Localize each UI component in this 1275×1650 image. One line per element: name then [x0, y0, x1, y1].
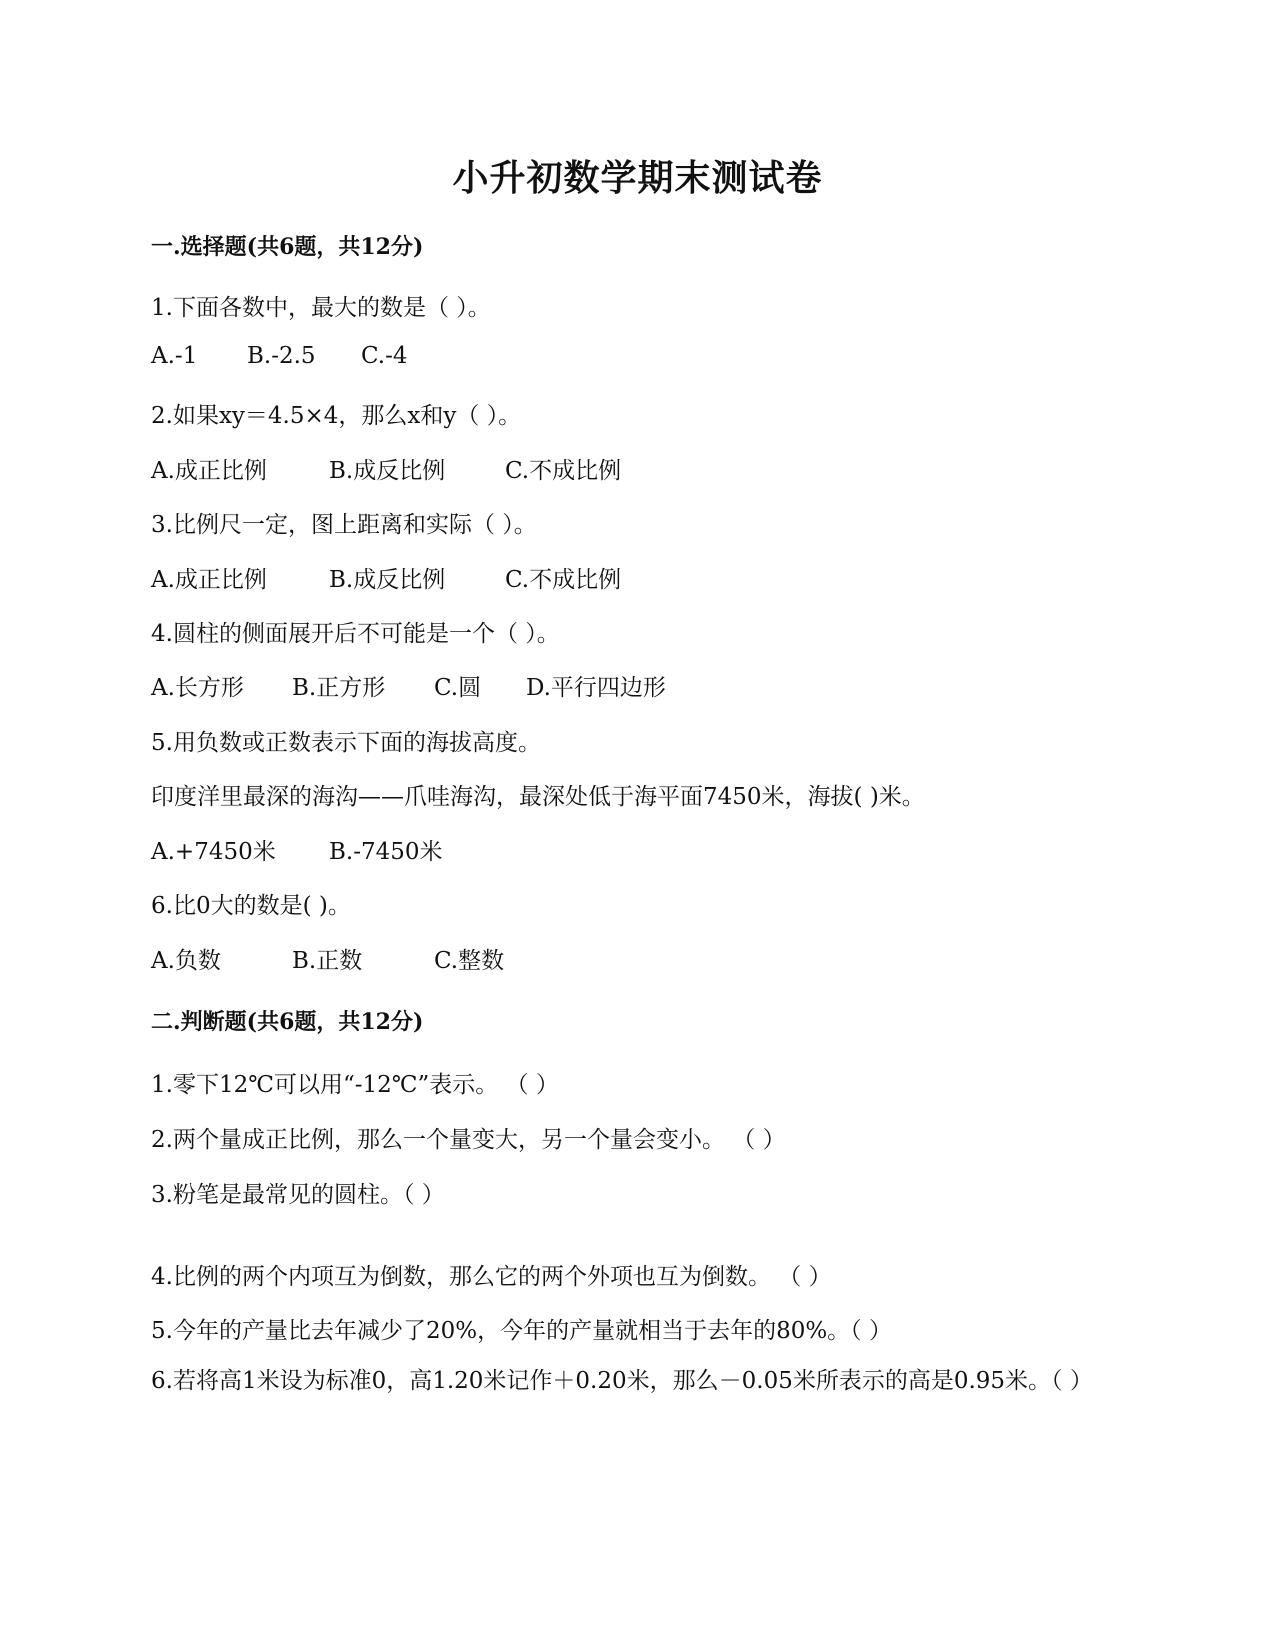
question-5-detail: 印度洋里最深的海沟——爪哇海沟，最深处低于海平面7450米，海拔( )米。	[151, 784, 925, 810]
option-a: A.+7450米	[151, 839, 276, 865]
section-heading-choice: 一.选择题(共6题，共12分)	[151, 234, 424, 260]
option-c: C.-4	[361, 343, 408, 369]
judgement-item-2: 2.两个量成正比例，那么一个量变大，另一个量会变小。 （ ）	[151, 1127, 786, 1153]
option-a: A.长方形	[151, 675, 244, 701]
option-b: B.成反比例	[329, 567, 446, 593]
judgement-item-5: 5.今年的产量比去年减少了20%，今年的产量就相当于去年的80%。（ ）	[151, 1318, 892, 1344]
question-2: 2.如果xy＝4.5×4，那么x和y（ ）。	[151, 403, 522, 429]
question-5: 5.用负数或正数表示下面的海拔高度。	[151, 730, 541, 756]
question-3: 3.比例尺一定，图上距离和实际（ ）。	[151, 512, 537, 538]
question-1: 1.下面各数中，最大的数是（ ）。	[151, 295, 491, 321]
option-a: A.-1	[151, 343, 198, 369]
option-c: C.整数	[434, 948, 505, 974]
option-c: C.圆	[434, 675, 482, 701]
page-title: 小升初数学期末测试卷	[452, 157, 823, 199]
question-6: 6.比0大的数是( )。	[151, 893, 351, 919]
option-c: C.不成比例	[505, 567, 622, 593]
option-b: B.成反比例	[329, 458, 446, 484]
question-4: 4.圆柱的侧面展开后不可能是一个（ ）。	[151, 621, 560, 647]
judgement-item-6: 6.若将高1米设为标准0，高1.20米记作＋0.20米，那么－0.05米所表示的高是0.95米。（ ）	[151, 1368, 1093, 1394]
option-a: A.成正比例	[151, 458, 267, 484]
judgement-item-3: 3.粉笔是最常见的圆柱。（ ）	[151, 1182, 445, 1208]
option-a: A.成正比例	[151, 567, 267, 593]
judgement-item-4: 4.比例的两个内项互为倒数，那么它的两个外项也互为倒数。 （ ）	[151, 1264, 832, 1290]
option-a: A.负数	[151, 948, 221, 974]
option-b: B.-7450米	[329, 839, 443, 865]
option-d: D.平行四边形	[526, 675, 666, 701]
option-b: B.正数	[292, 948, 363, 974]
option-b: B.-2.5	[247, 343, 316, 369]
option-c: C.不成比例	[505, 458, 622, 484]
judgement-item-1: 1.零下12℃可以用“-12℃”表示。 （ ）	[151, 1072, 559, 1098]
option-b: B.正方形	[292, 675, 386, 701]
section-heading-judgement: 二.判断题(共6题，共12分)	[151, 1009, 424, 1035]
